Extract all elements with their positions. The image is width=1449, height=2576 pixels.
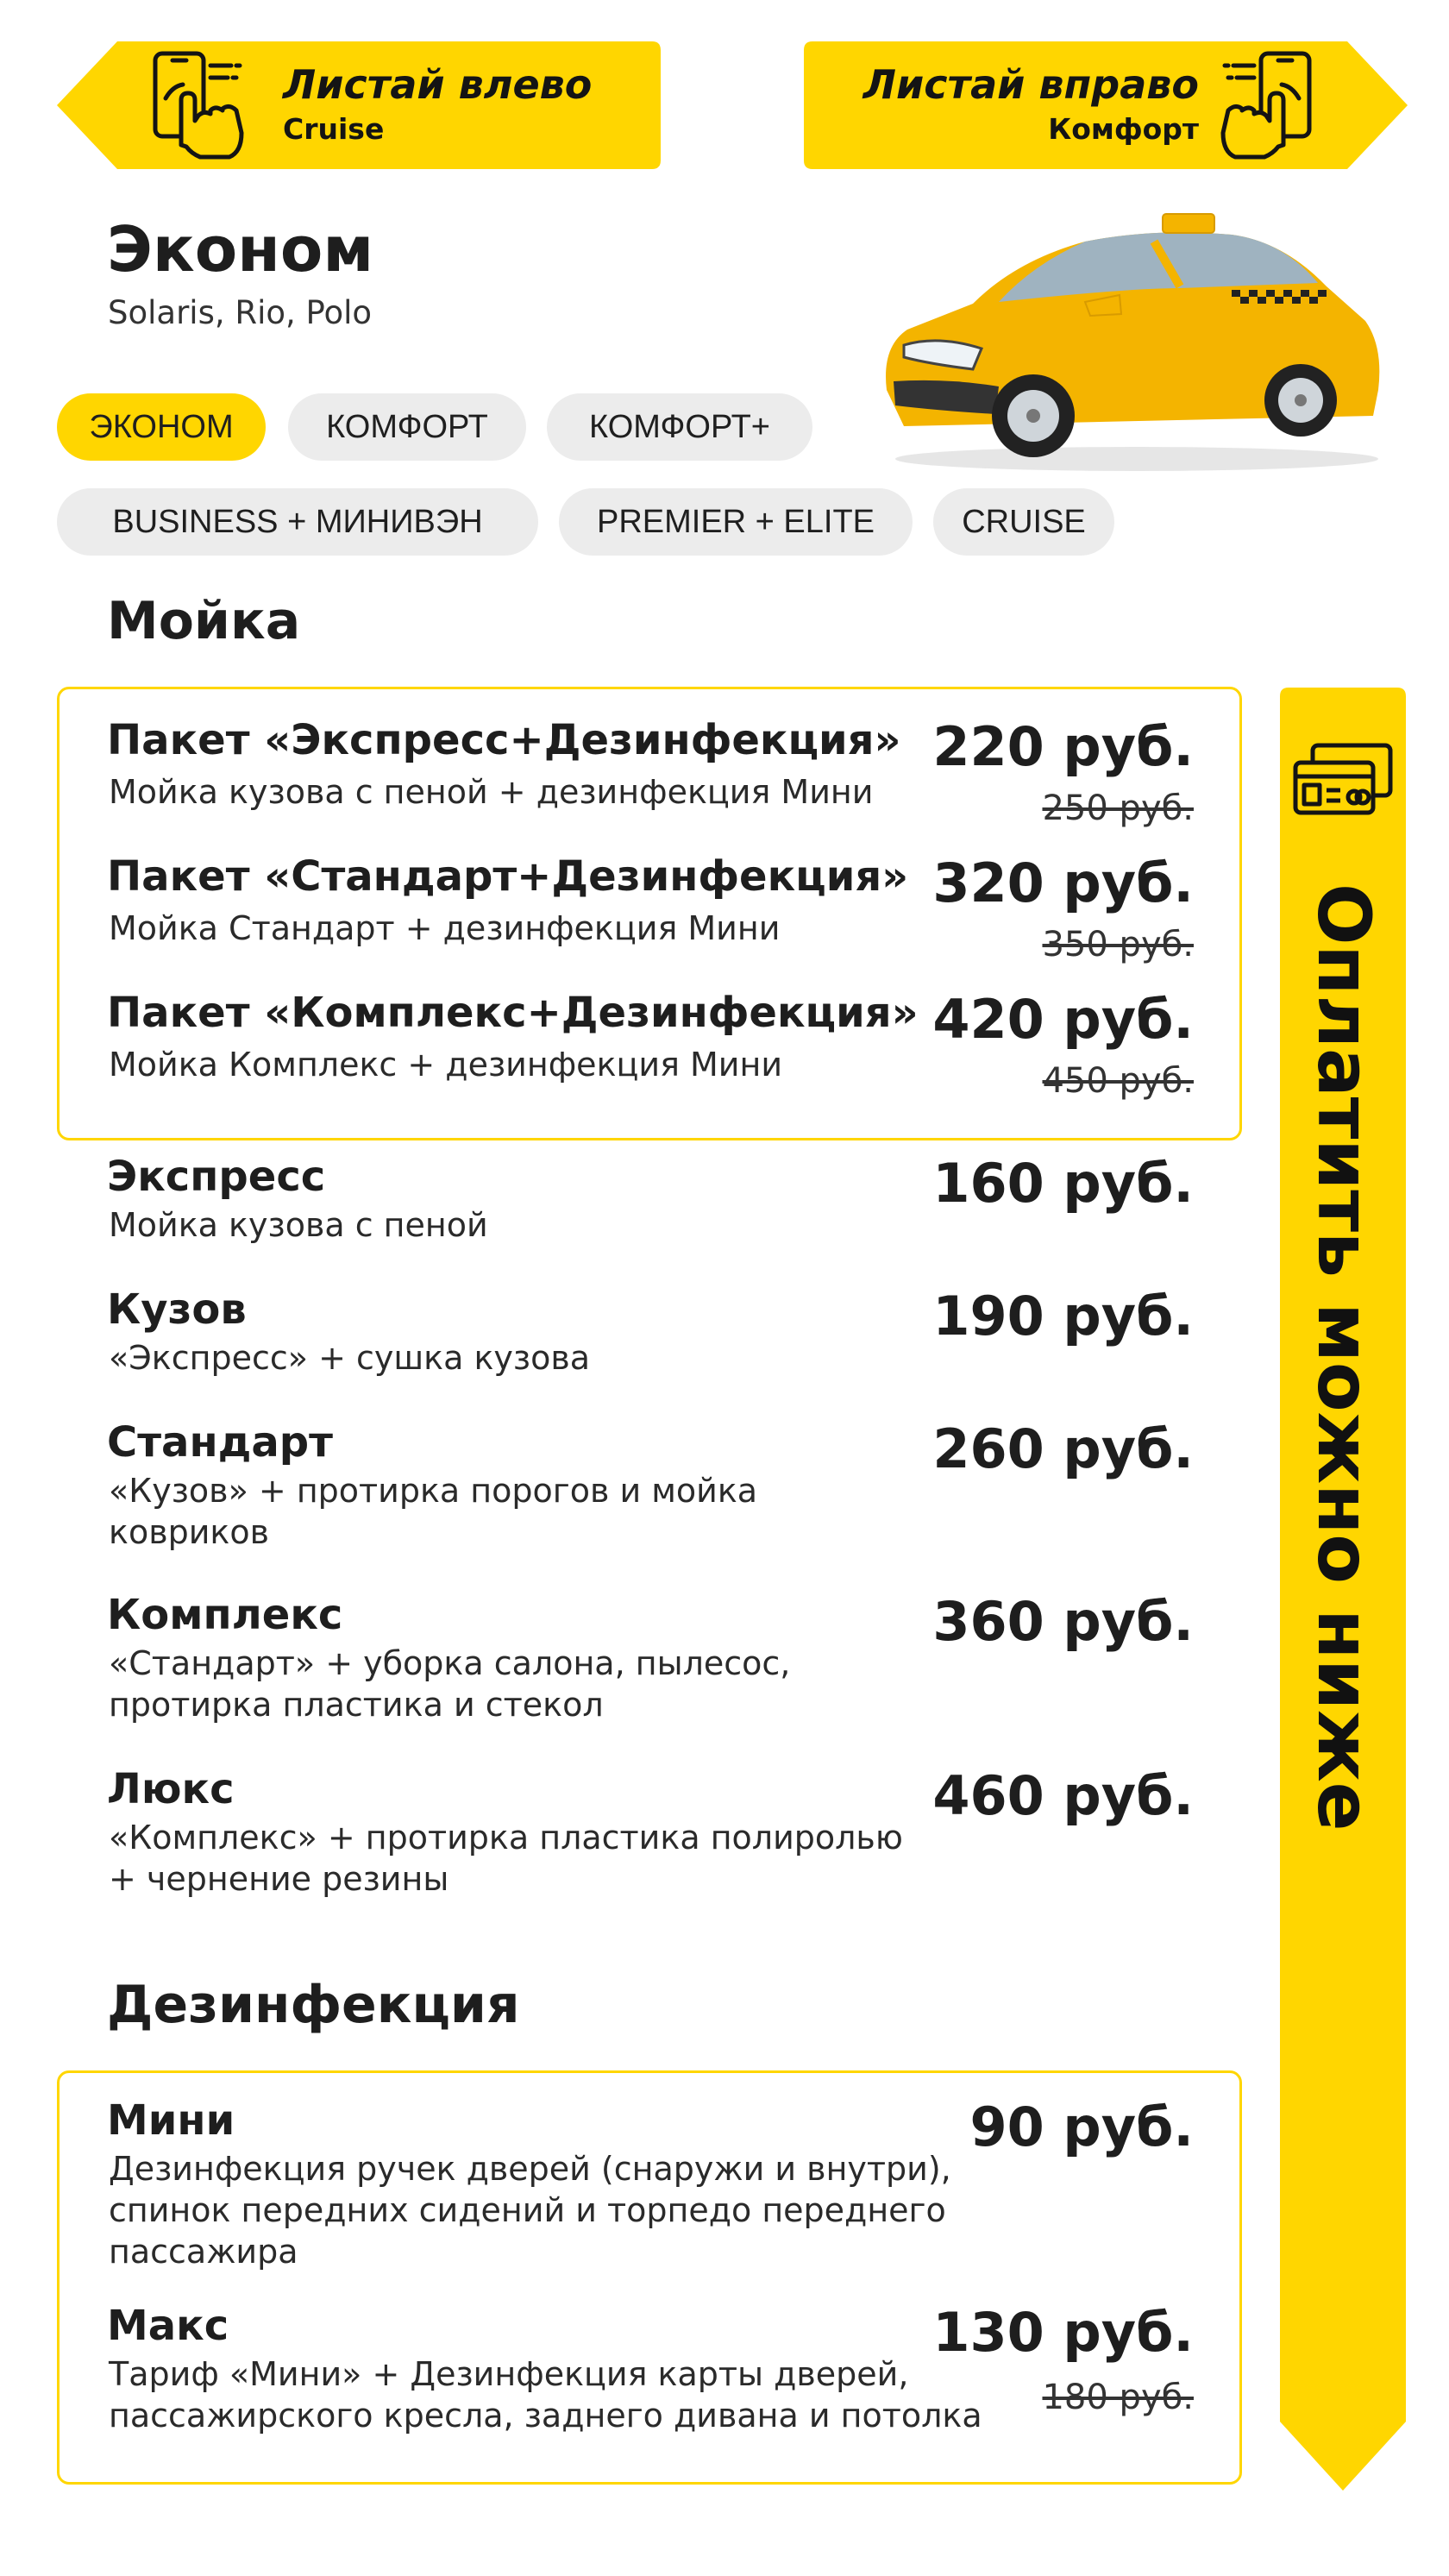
service-desc: Тариф «Мини» + Дезинфекция карты дверей, пассажирского кресла, заднего дивана и потолка	[109, 2355, 982, 2435]
swipe-left-subtitle: Cruise	[283, 112, 385, 146]
service-name: Мини	[107, 2096, 235, 2145]
package-price: 220 руб.	[932, 715, 1194, 778]
package-row	[107, 714, 1194, 844]
phone-swipe-right-icon	[1206, 48, 1318, 162]
package-price: 320 руб.	[932, 851, 1194, 914]
service-price: 190 руб.	[932, 1285, 1194, 1348]
package-row	[107, 851, 1194, 980]
service-row	[107, 2300, 1194, 2464]
payment-cards-icon	[1290, 740, 1396, 820]
tariff-chip-premier-elite[interactable]: PREMIER + ELITE	[559, 488, 913, 556]
service-name: Люкс	[107, 1765, 235, 1813]
package-old-price: 450 руб.	[1042, 1061, 1194, 1101]
pay-below-label: Оплатить можно ниже	[1302, 883, 1386, 1831]
service-row	[107, 2095, 1194, 2284]
service-desc: Дезинфекция ручек дверей (снаружи и внутри), спинок передних сидений и торпедо переднего пассажира	[109, 2150, 951, 2271]
package-desc: Мойка Стандарт + дезинфекция Мини	[109, 909, 781, 947]
service-price: 160 руб.	[932, 1152, 1194, 1215]
page-title: Эконом	[107, 213, 374, 286]
package-old-price: 250 руб.	[1042, 789, 1194, 828]
package-old-price: 350 руб.	[1042, 925, 1194, 964]
tariff-chip-cruise[interactable]: CRUISE	[933, 488, 1114, 556]
car-models: Solaris, Rio, Polo	[108, 294, 373, 331]
package-desc: Мойка кузова с пеной + дезинфекция Мини	[109, 773, 874, 811]
service-name: Комплекс	[107, 1591, 343, 1639]
service-row	[107, 1151, 1194, 1254]
service-desc: «Стандарт» + уборка салона, пылесос, протирка пластика и стекол	[109, 1644, 791, 1724]
service-desc: «Комплекс» + протирка пластика полиролью + чернение резины	[109, 1819, 903, 1898]
service-price: 260 руб.	[932, 1417, 1194, 1480]
service-price: 90 руб.	[969, 2095, 1194, 2158]
tariff-chip-business-minivan[interactable]: BUSINESS + МИНИВЭН	[57, 488, 538, 556]
service-desc: Мойка кузова с пеной	[109, 1206, 488, 1244]
service-row	[107, 1589, 1194, 1736]
package-name: Пакет «Экспресс+Дезинфекция»	[107, 716, 901, 764]
service-name: Стандарт	[107, 1418, 333, 1467]
swipe-right-subtitle: Комфорт	[1048, 112, 1199, 146]
swipe-left-title: Листай влево	[283, 61, 593, 108]
service-row	[107, 1763, 1194, 1910]
wash-section-title: Мойка	[107, 591, 301, 651]
service-old-price: 180 руб.	[1042, 2378, 1194, 2417]
package-row	[107, 987, 1194, 1116]
service-desc: «Кузов» + протирка порогов и мойка ковриков	[109, 1472, 758, 1551]
swipe-right-button[interactable]	[804, 41, 1408, 169]
tariff-chip-comfort[interactable]: КОМФОРТ	[288, 393, 526, 461]
taxi-car-image	[869, 200, 1387, 476]
service-desc: «Экспресс» + сушка кузова	[109, 1339, 591, 1377]
package-name: Пакет «Стандарт+Дезинфекция»	[107, 852, 909, 901]
tariff-chip-comfort-plus[interactable]: КОМФОРТ+	[547, 393, 812, 461]
tariff-chip-econom[interactable]: ЭКОНОМ	[57, 393, 266, 461]
service-price: 130 руб.	[932, 2301, 1194, 2364]
disinfection-section-title: Дезинфекция	[107, 1975, 520, 2035]
service-price: 460 руб.	[932, 1764, 1194, 1827]
service-row	[107, 1417, 1194, 1563]
phone-swipe-left-icon	[147, 48, 259, 162]
swipe-left-button[interactable]	[57, 41, 661, 169]
swipe-right-title: Листай вправо	[862, 61, 1199, 108]
service-name: Экспресс	[107, 1153, 326, 1201]
service-name: Макс	[107, 2302, 229, 2350]
package-name: Пакет «Комплекс+Дезинфекция»	[107, 989, 919, 1037]
service-row	[107, 1284, 1194, 1387]
package-desc: Мойка Комплекс + дезинфекция Мини	[109, 1046, 783, 1084]
service-name: Кузов	[107, 1285, 247, 1334]
service-price: 360 руб.	[932, 1590, 1194, 1653]
package-price: 420 руб.	[932, 988, 1194, 1051]
